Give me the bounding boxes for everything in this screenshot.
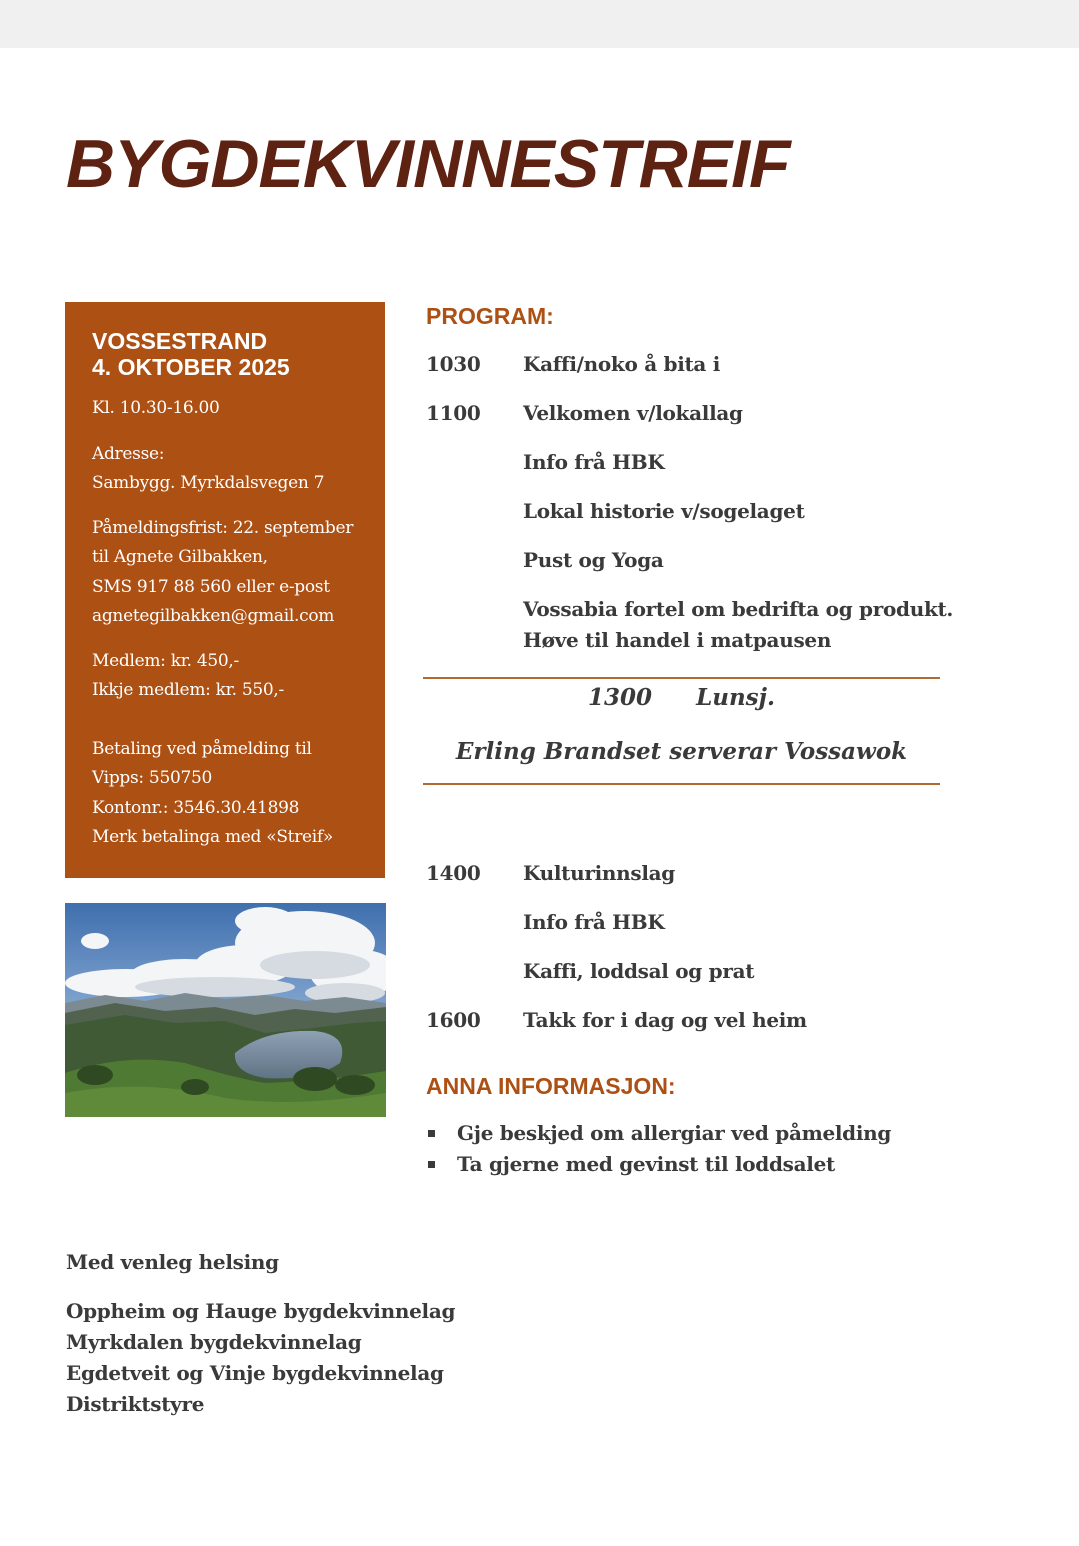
sender-line: Distriktstyre — [66, 1392, 205, 1416]
program-desc: Takk for i dag og vel heim — [523, 1008, 807, 1032]
event-info-box — [65, 302, 385, 878]
bullet-square-icon — [428, 1130, 435, 1137]
registration-deadline: Påmeldingsfrist: 22. september — [92, 517, 354, 538]
payment-account: Kontonr.: 3546.30.41898 — [92, 797, 300, 818]
lunch-label: Lunsj. — [696, 684, 775, 711]
event-date: 4. OKTOBER 2025 — [92, 354, 290, 380]
price-nonmember: Ikkje medlem: kr. 550,- — [92, 680, 284, 700]
lunch-time: 1300 — [588, 684, 653, 711]
program-desc: Velkomen v/lokallag — [523, 401, 743, 425]
other-info-list — [426, 1118, 891, 1180]
payment-vipps: Vipps: 550750 — [92, 768, 213, 788]
other-info-heading: ANNA INFORMASJON: — [426, 1073, 676, 1099]
sender-line: Myrkdalen bygdekvinnelag — [66, 1330, 362, 1354]
list-item — [426, 1149, 891, 1180]
sender-line: Egdetveit og Vinje bygdekvinnelag — [66, 1361, 444, 1385]
address-label: Adresse: — [92, 443, 165, 464]
sender-line: Oppheim og Hauge bygdekvinnelag — [66, 1299, 456, 1323]
program-desc: Vossabia fortel om bedrifta og produkt. — [523, 597, 954, 621]
event-time: Kl. 10.30-16.00 — [92, 398, 220, 418]
payment-note: Merk betalinga med «Streif» — [92, 827, 334, 847]
list-item — [426, 1118, 891, 1149]
program-desc: Kaffi, loddsal og prat — [523, 959, 755, 983]
program-time: 1600 — [426, 1008, 481, 1032]
lunch-line — [423, 684, 940, 711]
program-time: 1100 — [426, 401, 481, 425]
program-desc: Pust og Yoga — [523, 548, 664, 572]
viewer-top-bar — [0, 0, 1079, 48]
registration-email-link[interactable]: agnetegilbakken@gmail.com — [92, 606, 335, 626]
registration-sms: SMS 917 88 560 eller e-post — [92, 576, 330, 597]
program-desc: Kaffi/noko å bita i — [523, 352, 721, 376]
landscape-photo — [65, 903, 386, 1117]
program-desc: Info frå HBK — [523, 910, 665, 934]
program-heading: PROGRAM: — [426, 303, 554, 329]
event-place: VOSSESTRAND — [92, 328, 268, 354]
program-time: 1030 — [426, 352, 481, 376]
lunch-divider-bottom — [423, 783, 940, 785]
lunch-divider-top — [423, 677, 940, 679]
program-desc: Lokal historie v/sogelaget — [523, 499, 805, 523]
program-desc: Info frå HBK — [523, 450, 665, 474]
program-desc: Høve til handel i matpausen — [523, 628, 832, 652]
program-time: 1400 — [426, 861, 481, 885]
lunch-note: Erling Brandset serverar Vossawok — [455, 738, 908, 765]
program-desc: Kulturinnslag — [523, 861, 675, 885]
price-member: Medlem: kr. 450,- — [92, 650, 239, 671]
list-item-text: Gje beskjed om allergiar ved påmelding — [457, 1121, 892, 1145]
bullet-square-icon — [428, 1161, 435, 1168]
address-value: Sambygg. Myrkdalsvegen 7 — [92, 473, 325, 493]
list-item-text: Ta gjerne med gevinst til loddsalet — [457, 1152, 835, 1176]
registration-contact: til Agnete Gilbakken, — [92, 547, 268, 567]
closing-greeting: Med venleg helsing — [66, 1250, 279, 1274]
payment-info: Betaling ved påmelding til — [92, 738, 312, 759]
page-title: BYGDEKVINNESTREIF — [66, 126, 790, 202]
